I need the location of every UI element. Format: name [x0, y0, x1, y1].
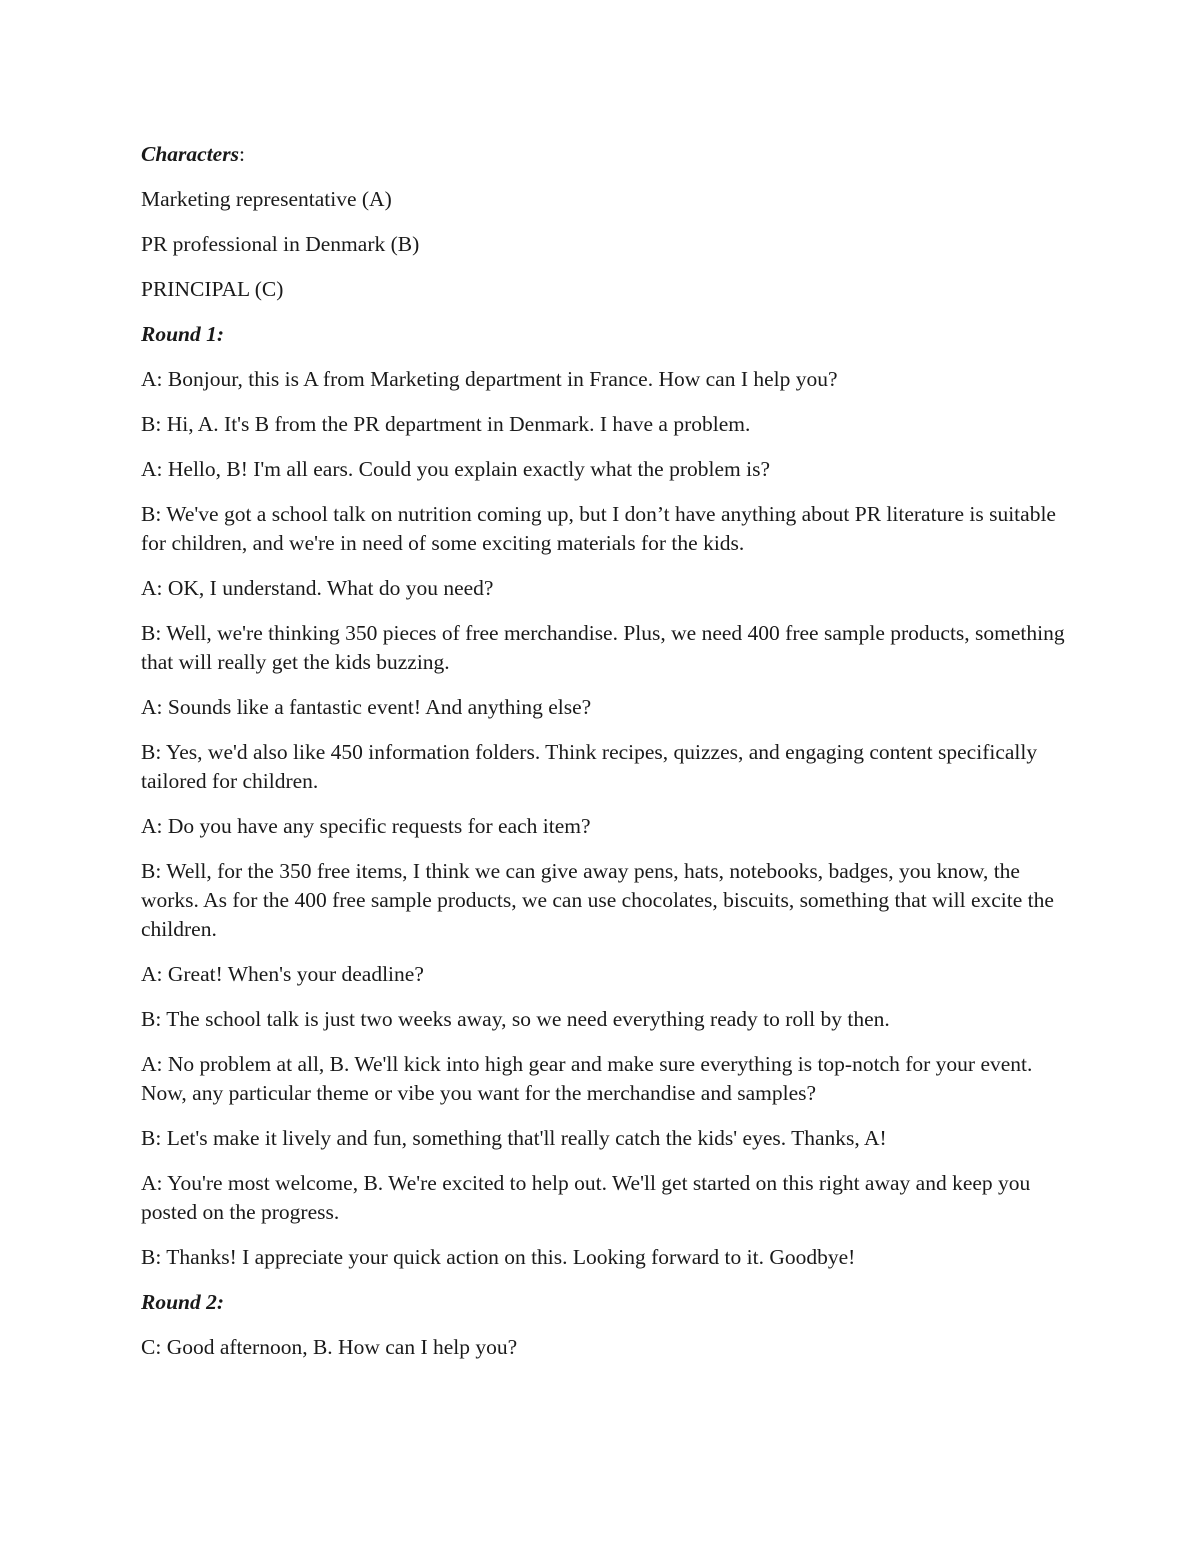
dialogue-line: A: OK, I understand. What do you need? [141, 576, 494, 600]
characters-heading: Characters [141, 142, 239, 166]
dialogue-line: B: We've got a school talk on nutrition coming up, but I don’t have anything about PR literature is suitable for children, and we're in need of some exciting materials for the kids. [141, 502, 1056, 555]
dialogue-line: B: The school talk is just two weeks away, so we need everything ready to roll by then. [141, 1007, 890, 1031]
dialogue-line: A: No problem at all, B. We'll kick into high gear and make sure everything is top-notch for your event. Now, any particular theme or vibe you want for the merchandise and samples? [141, 1052, 1033, 1105]
dialogue-line: B: Well, we're thinking 350 pieces of free merchandise. Plus, we need 400 free sample products, something that will really get the kids buzzing. [141, 621, 1065, 674]
character-a: Marketing representative (A) [141, 187, 392, 211]
dialogue-line: A: Do you have any specific requests for each item? [141, 814, 591, 838]
round-1-heading: Round 1: [141, 322, 225, 346]
dialogue-line: A: Sounds like a fantastic event! And anything else? [141, 695, 592, 719]
dialogue-line: A: Hello, B! I'm all ears. Could you explain exactly what the problem is? [141, 457, 771, 481]
dialogue-line: A: Great! When's your deadline? [141, 962, 424, 986]
characters-heading-line [141, 140, 1071, 169]
dialogue-line: A: Bonjour, this is A from Marketing department in France. How can I help you? [141, 367, 838, 391]
dialogue-line: A: You're most welcome, B. We're excited to help out. We'll get started on this right away and keep you posted on the progress. [141, 1171, 1031, 1224]
character-b: PR professional in Denmark (B) [141, 232, 420, 256]
document-page [141, 140, 1071, 1378]
characters-heading-colon: : [238, 142, 245, 166]
dialogue-line: B: Well, for the 350 free items, I think we can give away pens, hats, notebooks, badges, you know, the works. As for the 400 free sample products, we can use chocolates, biscuits, something that will excite the children. [141, 859, 1054, 941]
round-2-heading: Round 2: [141, 1290, 225, 1314]
dialogue-line: B: Hi, A. It's B from the PR department in Denmark. I have a problem. [141, 412, 751, 436]
dialogue-line: B: Let's make it lively and fun, something that'll really catch the kids' eyes. Thanks, A! [141, 1126, 887, 1150]
character-c: PRINCIPAL (C) [141, 277, 284, 301]
dialogue-line: C: Good afternoon, B. How can I help you? [141, 1335, 518, 1359]
dialogue-line: B: Thanks! I appreciate your quick action on this. Looking forward to it. Goodbye! [141, 1245, 856, 1269]
dialogue-line: B: Yes, we'd also like 450 information folders. Think recipes, quizzes, and engaging content specifically tailored for children. [141, 740, 1038, 793]
